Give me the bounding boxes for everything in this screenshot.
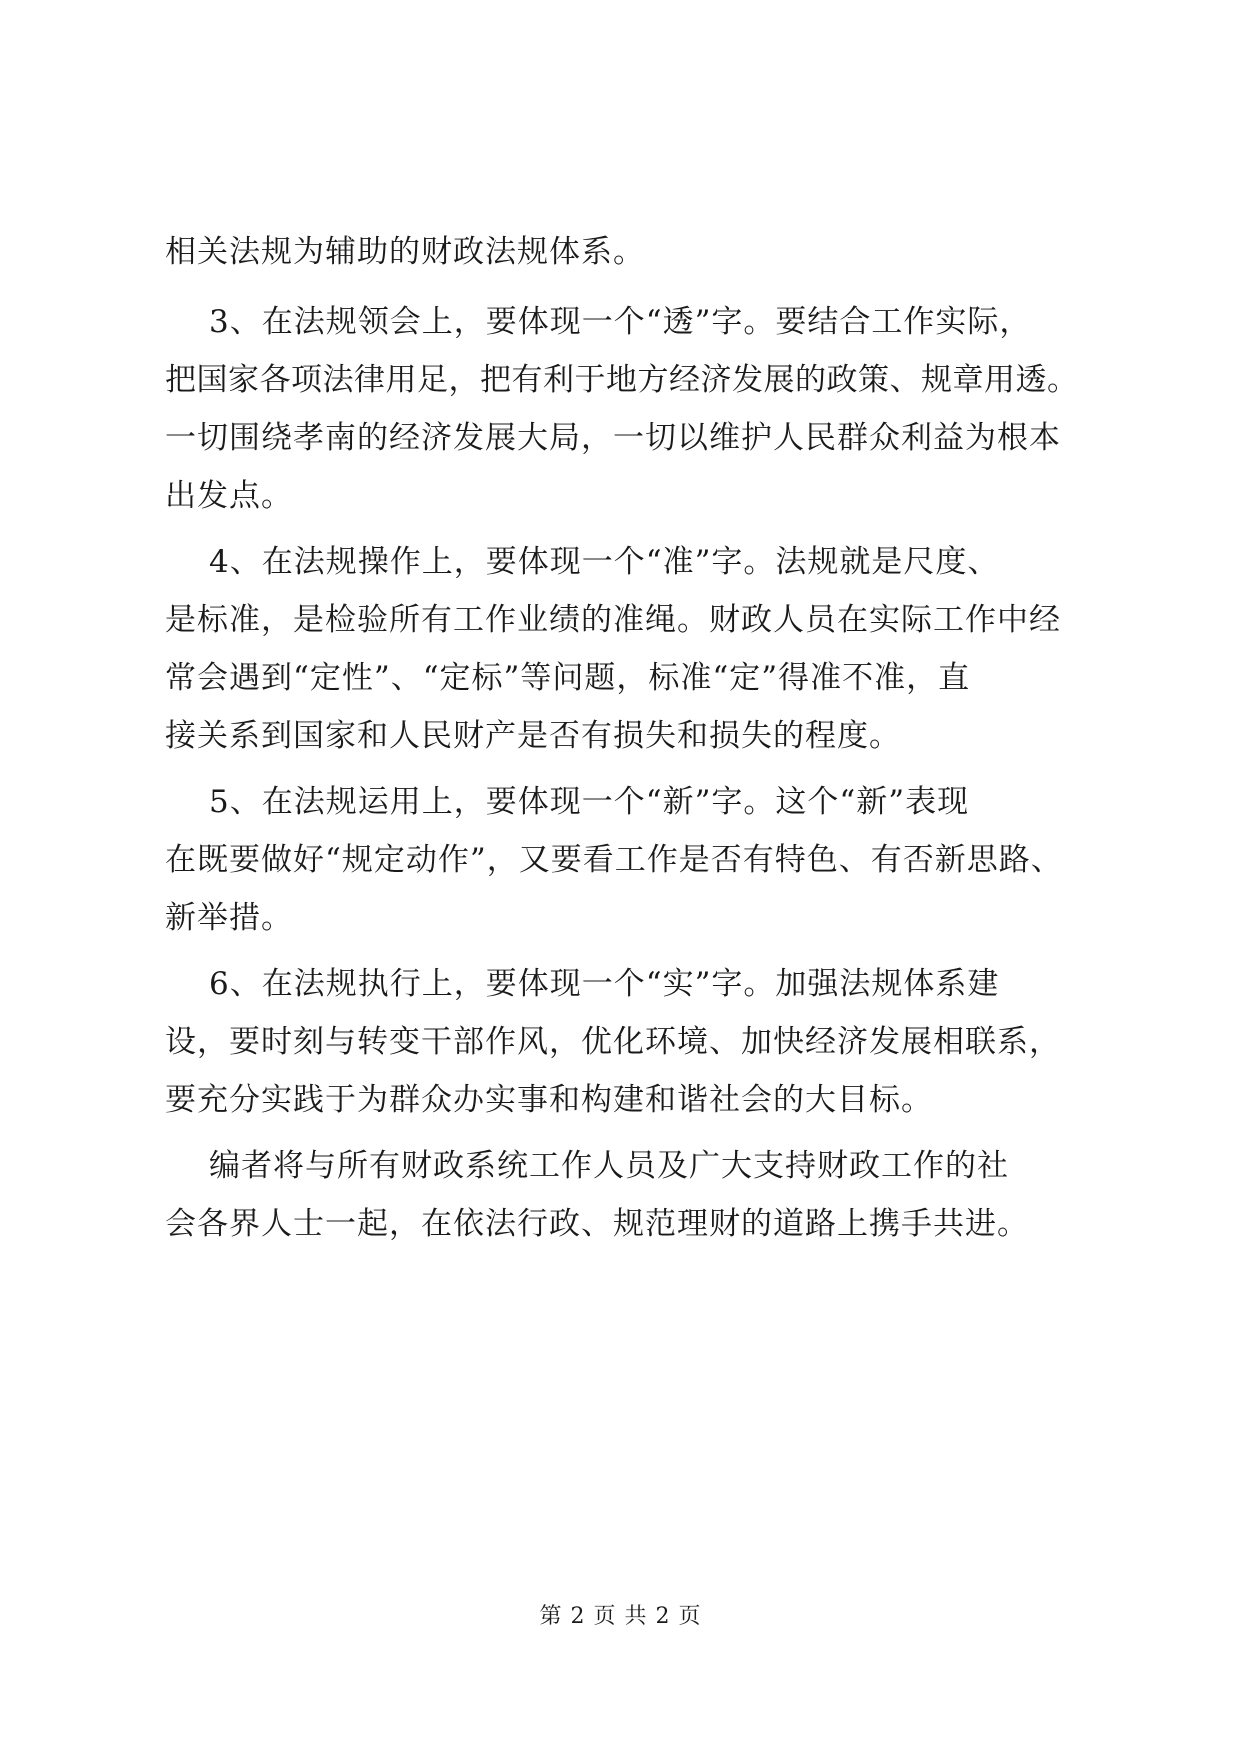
text-line: 一切围绕孝南的经济发展大局，一切以维护人民群众利益为根本 <box>165 420 1061 456</box>
page-footer <box>0 1602 1241 1632</box>
text-line: 接关系到国家和人民财产是否有损失和损失的程度。 <box>165 718 901 754</box>
text-line: 在既要做好“规定动作”，又要看工作是否有特色、有否新思路、 <box>165 842 1063 878</box>
text-line: 6、在法规执行上，要体现一个“实”字。加强法规体系建 <box>209 966 1000 1002</box>
text-line: 相关法规为辅助的财政法规体系。 <box>165 234 645 270</box>
text-line: 编者将与所有财政系统工作人员及广大支持财政工作的社 <box>209 1148 1009 1184</box>
text-line: 要充分实践于为群众办实事和构建和谐社会的大目标。 <box>165 1082 933 1118</box>
text-line: 常会遇到“定性”、“定标”等问题，标准“定”得准不准，直 <box>165 660 971 696</box>
text-line: 4、在法规操作上，要体现一个“准”字。法规就是尺度、 <box>209 544 1000 580</box>
text-line: 新举措。 <box>165 900 293 936</box>
text-line: 出发点。 <box>165 478 293 514</box>
text-line: 5、在法规运用上，要体现一个“新”字。这个“新”表现 <box>209 784 970 820</box>
text-line: 设，要时刻与转变干部作风，优化环境、加快经济发展相联系， <box>165 1024 1061 1060</box>
text-line: 把国家各项法律用足，把有利于地方经济发展的政策、规章用透。 <box>165 362 1079 398</box>
text-line: 3、在法规领会上，要体现一个“透”字。要结合工作实际， <box>209 304 1032 340</box>
text-line: 是标准，是检验所有工作业绩的准绳。财政人员在实际工作中经 <box>165 602 1061 638</box>
page-number-label: 第 2 页 共 2 页 <box>539 1604 702 1629</box>
text-line: 会各界人士一起，在依法行政、规范理财的道路上携手共进。 <box>165 1206 1029 1242</box>
